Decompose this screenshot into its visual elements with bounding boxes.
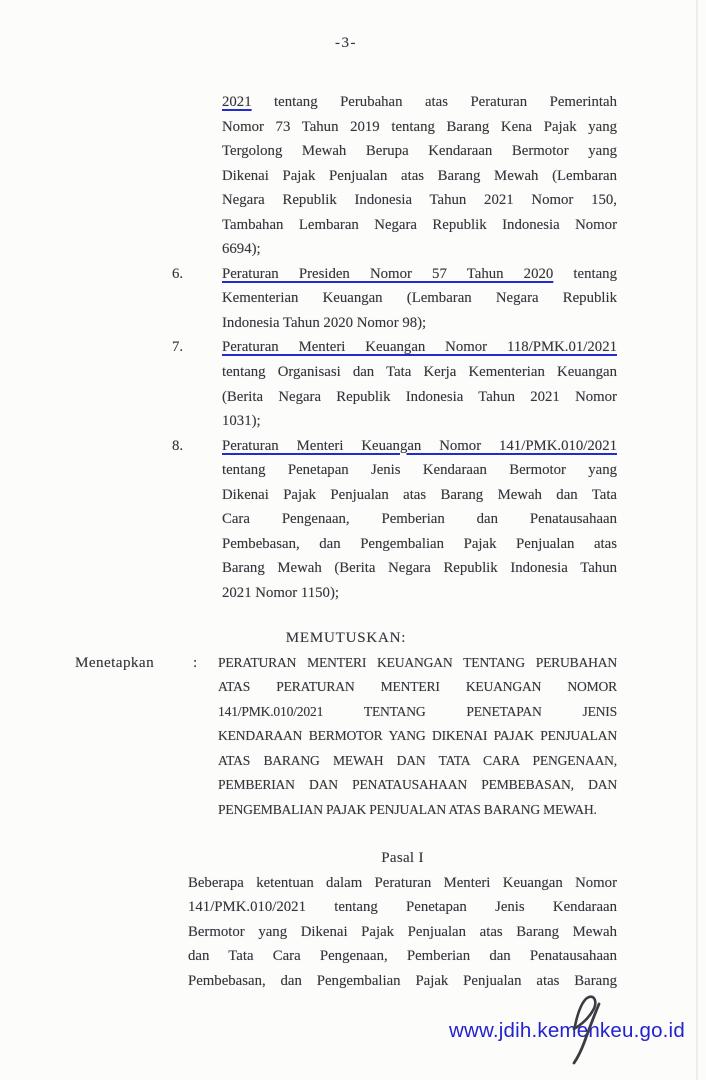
footer-link[interactable]: www.jdih.kemenkeu.go.id	[449, 1019, 685, 1042]
list-item-text	[222, 335, 617, 433]
regulation-link[interactable]: Peraturan Menteri Keuangan Nomor 141/PMK.010/2021	[222, 437, 617, 454]
regulation-link[interactable]: Peraturan Menteri Keuangan Nomor 118/PMK.01/2021	[222, 339, 617, 356]
text-line	[222, 483, 617, 508]
text-segment: tentang Penetapan Jenis Kendaraan Bermotor yang	[222, 462, 617, 479]
text-segment: ATAS BARANG MEWAH DAN TATA CARA PENGENAAN,	[218, 752, 617, 768]
text-segment: PENGEMBALIAN PAJAK PENJUALAN ATAS BARANG MEWAH.	[218, 801, 597, 817]
text-segment: Indonesia Tahun 2020 Nomor 98);	[222, 314, 427, 331]
text-segment: Barang Mewah (Berita Negara Republik Indonesia Tahun	[222, 560, 617, 577]
text-line	[222, 188, 617, 213]
text-line	[222, 213, 617, 238]
text-line	[222, 164, 617, 189]
text-segment: KENDARAAN BERMOTOR YANG DIKENAI PAJAK PENJUALAN	[218, 728, 617, 744]
list-item	[170, 434, 617, 606]
text-line	[222, 139, 617, 164]
text-segment: Beberapa ketentuan dalam Peraturan Menteri Keuangan Nomor	[188, 874, 617, 891]
text-line	[222, 507, 617, 532]
text-segment: dan Tata Cara Pengenaan, Pemberian dan Penatausahaan	[188, 948, 617, 965]
list-item-text	[222, 434, 617, 606]
scan-edge-line	[696, 0, 698, 1080]
list-item	[170, 335, 617, 433]
text-line	[222, 458, 617, 483]
text-line	[218, 724, 617, 749]
menetapkan-label: Menetapkan	[75, 653, 155, 671]
text-segment: Cara Pengenaan, Pemberian dan Penatausahaan	[222, 511, 617, 528]
text-line	[222, 409, 617, 434]
list-item-number: 8.	[172, 437, 184, 454]
text-line	[222, 311, 617, 336]
text-line	[222, 115, 617, 140]
text-segment: tentang Organisasi dan Tata Kerja Kementerian Keuangan	[222, 364, 617, 381]
menetapkan-row	[75, 651, 617, 823]
text-line	[222, 434, 617, 459]
text-line	[222, 90, 617, 115]
text-line	[218, 773, 617, 798]
text-line	[222, 262, 617, 287]
text-segment: Tambahan Lembaran Negara Republik Indonesia Nomor	[222, 216, 617, 233]
text-line	[188, 920, 617, 945]
page-number: -3-	[335, 35, 357, 51]
text-segment: tentang	[553, 265, 617, 282]
text-segment: ATAS PERATURAN MENTERI KEUANGAN NOMOR	[218, 679, 617, 695]
text-segment: 1031);	[222, 413, 261, 430]
consideration-continuation	[222, 90, 617, 262]
text-segment: tentang Perubahan atas Peraturan Pemerintah	[251, 94, 617, 110]
text-segment: Dikenai Pajak Penjualan atas Barang Mewah (Lembaran	[222, 167, 617, 184]
text-segment: Kementerian Keuangan (Lembaran Negara Republik	[222, 290, 617, 307]
text-segment: Nomor 73 Tahun 2019 tentang Barang Kena Pajak yang	[222, 118, 617, 135]
pasal-paragraph	[188, 871, 617, 994]
text-line	[188, 944, 617, 969]
text-segment: Bermotor yang Dikenai Pajak Penjualan atas Barang Mewah	[188, 923, 617, 940]
text-segment: 141/PMK.010/2021 tentang Penetapan Jenis Kendaraan	[188, 899, 617, 916]
considerations-list	[170, 90, 617, 605]
text-line	[222, 237, 617, 262]
text-line	[222, 532, 617, 557]
menetapkan-value	[218, 651, 617, 823]
text-line	[218, 675, 617, 700]
regulation-link[interactable]: Peraturan Presiden Nomor 57 Tahun 2020	[222, 265, 554, 282]
text-segment: Negara Republik Indonesia Tahun 2021 Nomor 150,	[222, 192, 617, 209]
text-segment: (Berita Negara Republik Indonesia Tahun 2021 Nomor	[222, 388, 617, 405]
list-item-number: 7.	[172, 339, 184, 356]
text-segment: Pembebasan, dan Pengembalian Pajak Penjualan atas	[222, 535, 617, 552]
text-line	[222, 335, 617, 360]
decision-block	[75, 626, 617, 822]
text-line	[188, 895, 617, 920]
pasal-section	[188, 846, 617, 993]
text-segment: 2021 Nomor 1150);	[222, 584, 339, 601]
list-item-text	[222, 262, 617, 336]
pasal-heading: Pasal I	[381, 850, 424, 866]
memutuskan-heading: MEMUTUSKAN:	[285, 630, 407, 646]
menetapkan-colon: :	[193, 653, 198, 671]
text-line	[188, 969, 617, 994]
regulation-link[interactable]: 2021	[222, 94, 252, 110]
text-line	[222, 360, 617, 385]
text-line	[218, 700, 617, 725]
text-segment: 6694);	[222, 241, 261, 258]
text-line	[218, 749, 617, 774]
text-line	[222, 385, 617, 410]
text-line	[222, 556, 617, 581]
text-segment: Dikenai Pajak Penjualan atas Barang Mewah dan Tata	[222, 486, 617, 503]
list-item	[170, 262, 617, 336]
list-item-number: 6.	[172, 265, 184, 282]
text-line	[218, 651, 617, 676]
text-line	[222, 581, 617, 606]
consideration-items	[170, 262, 617, 606]
text-line	[188, 871, 617, 896]
text-segment: PEMBERIAN DAN PENATAUSAHAAN PEMBEBASAN, DAN	[218, 777, 617, 793]
text-segment: Tergolong Mewah Berupa Kendaraan Bermotor yang	[222, 143, 617, 160]
text-line	[222, 286, 617, 311]
text-segment: Pembebasan, dan Pengembalian Pajak Penjualan atas Barang	[188, 972, 617, 989]
text-segment: PERATURAN MENTERI KEUANGAN TENTANG PERUBAHAN	[218, 654, 617, 670]
text-segment: 141/PMK.010/2021 TENTANG PENETAPAN JENIS	[218, 703, 617, 719]
text-line	[218, 798, 617, 823]
